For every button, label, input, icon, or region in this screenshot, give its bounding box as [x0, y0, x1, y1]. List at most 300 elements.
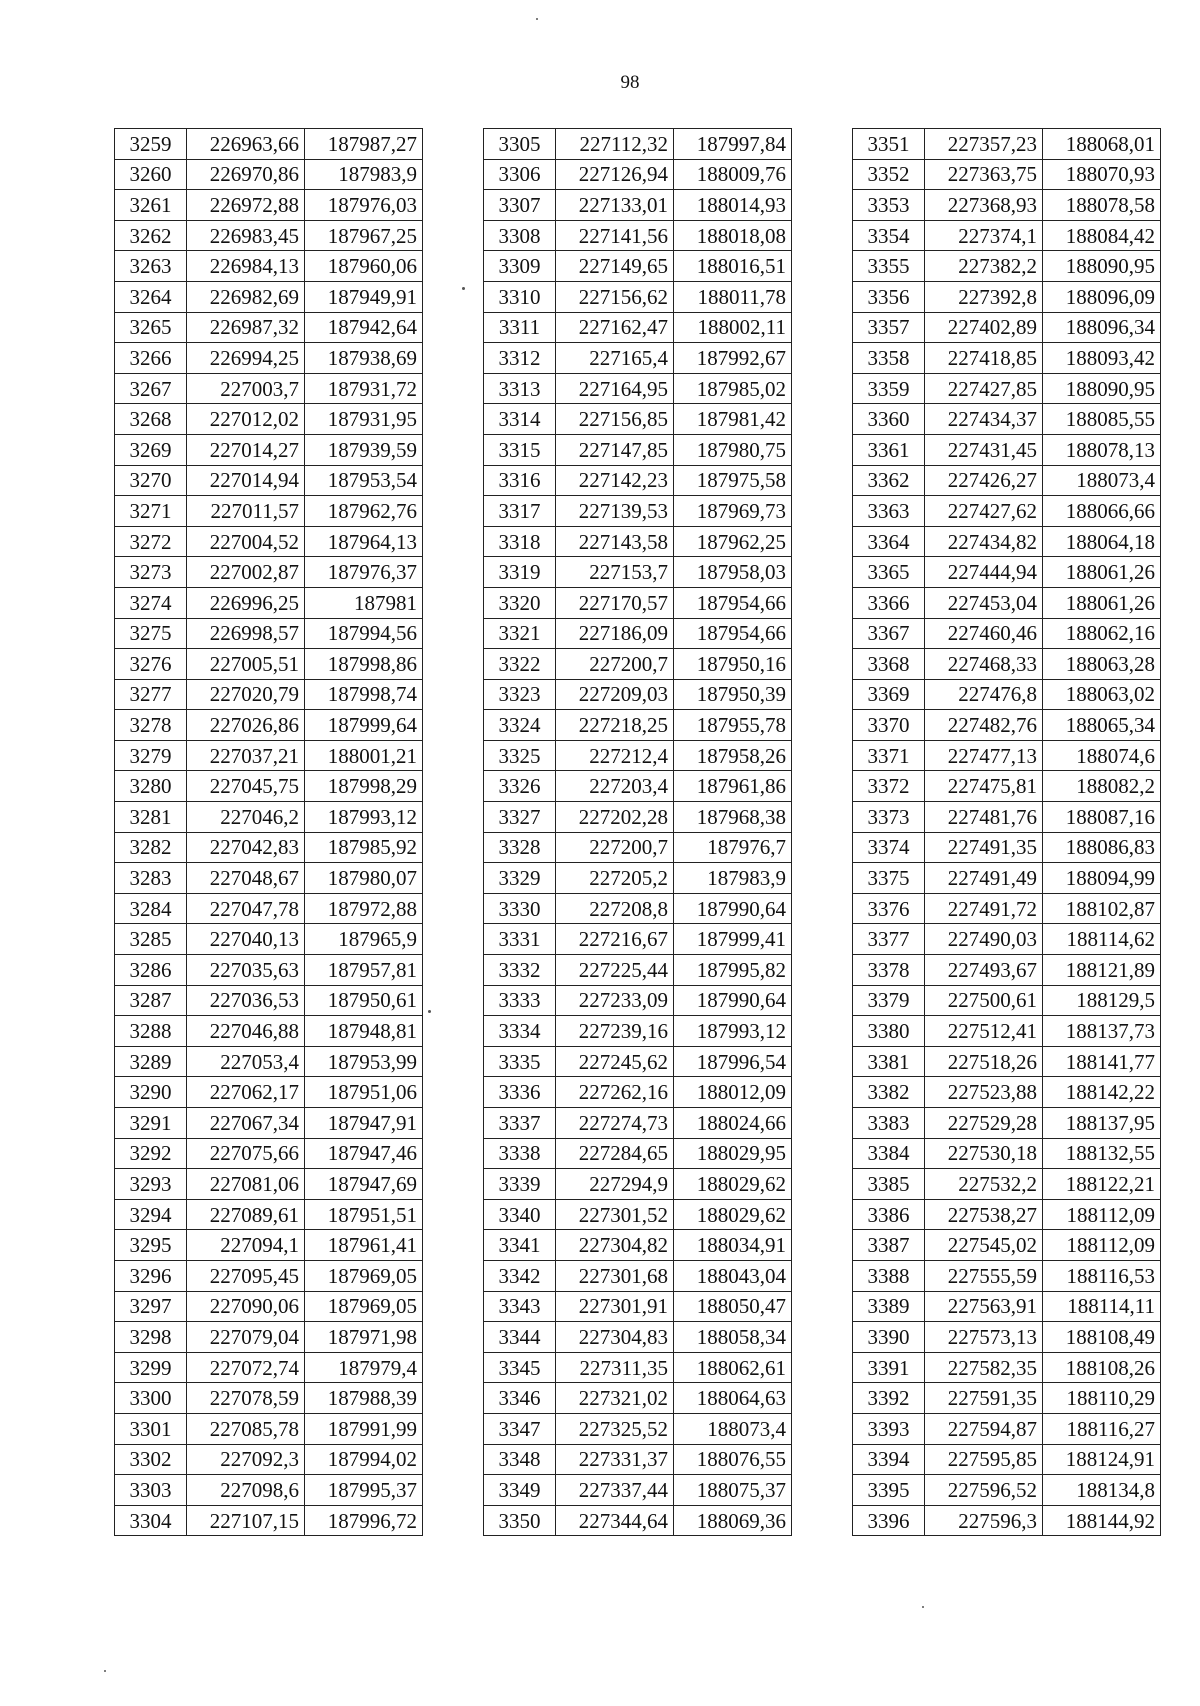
y-coordinate-cell: 188043,04: [674, 1260, 792, 1291]
table-row: [853, 710, 1161, 741]
x-coordinate-cell: 227067,34: [187, 1108, 305, 1139]
point-number-cell: 3333: [484, 985, 556, 1016]
x-coordinate-cell: 227482,76: [925, 710, 1043, 741]
x-coordinate-cell: 227500,61: [925, 985, 1043, 1016]
x-coordinate-cell: 227523,88: [925, 1077, 1043, 1108]
point-number-cell: 3281: [115, 802, 187, 833]
point-number-cell: 3372: [853, 771, 925, 802]
point-number-cell: 3300: [115, 1383, 187, 1414]
y-coordinate-cell: 187993,12: [305, 802, 423, 833]
x-coordinate-cell: 227098,6: [187, 1475, 305, 1506]
y-coordinate-cell: 188112,09: [1043, 1199, 1161, 1230]
y-coordinate-cell: 188024,66: [674, 1108, 792, 1139]
table-row: [115, 1352, 423, 1383]
table-row: [484, 618, 792, 649]
y-coordinate-cell: 188034,91: [674, 1230, 792, 1261]
table-row: [115, 649, 423, 680]
x-coordinate-cell: 227062,17: [187, 1077, 305, 1108]
table-row: [115, 832, 423, 863]
table-row: [853, 1475, 1161, 1506]
point-number-cell: 3303: [115, 1475, 187, 1506]
table-row: [484, 1291, 792, 1322]
y-coordinate-cell: 187983,9: [674, 863, 792, 894]
y-coordinate-cell: 187955,78: [674, 710, 792, 741]
x-coordinate-cell: 227518,26: [925, 1046, 1043, 1077]
table-row: [484, 1077, 792, 1108]
table-row: [853, 159, 1161, 190]
table-row: [484, 1383, 792, 1414]
table-row: [484, 679, 792, 710]
table-row: [853, 1199, 1161, 1230]
table-row: [484, 1444, 792, 1475]
point-number-cell: 3381: [853, 1046, 925, 1077]
point-number-cell: 3270: [115, 465, 187, 496]
y-coordinate-cell: 187931,72: [305, 373, 423, 404]
y-coordinate-cell: 188090,95: [1043, 251, 1161, 282]
point-number-cell: 3287: [115, 985, 187, 1016]
table-row: [853, 587, 1161, 618]
point-number-cell: 3292: [115, 1138, 187, 1169]
point-number-cell: 3304: [115, 1505, 187, 1536]
x-coordinate-cell: 227245,62: [556, 1046, 674, 1077]
y-coordinate-cell: 187950,16: [674, 649, 792, 680]
y-coordinate-cell: 188050,47: [674, 1291, 792, 1322]
y-coordinate-cell: 187947,69: [305, 1169, 423, 1200]
table-row: [853, 129, 1161, 160]
y-coordinate-cell: 187969,73: [674, 496, 792, 527]
y-coordinate-cell: 188096,34: [1043, 312, 1161, 343]
point-number-cell: 3298: [115, 1322, 187, 1353]
table-row: [484, 343, 792, 374]
table-row: [853, 649, 1161, 680]
point-number-cell: 3351: [853, 129, 925, 160]
point-number-cell: 3379: [853, 985, 925, 1016]
point-number-cell: 3360: [853, 404, 925, 435]
table-row: [484, 251, 792, 282]
x-coordinate-cell: 227529,28: [925, 1108, 1043, 1139]
point-number-cell: 3369: [853, 679, 925, 710]
y-coordinate-cell: 187994,56: [305, 618, 423, 649]
table-row: [484, 893, 792, 924]
x-coordinate-cell: 227239,16: [556, 1016, 674, 1047]
table-row: [853, 802, 1161, 833]
table-row: [115, 618, 423, 649]
table-row: [853, 312, 1161, 343]
table-row: [115, 434, 423, 465]
table-row: [853, 1444, 1161, 1475]
point-number-cell: 3267: [115, 373, 187, 404]
table-row: [853, 1291, 1161, 1322]
y-coordinate-cell: 187972,88: [305, 893, 423, 924]
y-coordinate-cell: 188134,8: [1043, 1475, 1161, 1506]
x-coordinate-cell: 227014,94: [187, 465, 305, 496]
table-row: [484, 496, 792, 527]
table-row: [853, 1138, 1161, 1169]
x-coordinate-cell: 227005,51: [187, 649, 305, 680]
x-coordinate-cell: 227233,09: [556, 985, 674, 1016]
x-coordinate-cell: 227203,4: [556, 771, 674, 802]
table-row: [484, 985, 792, 1016]
point-number-cell: 3354: [853, 220, 925, 251]
table-row: [115, 1322, 423, 1353]
x-coordinate-cell: 227212,4: [556, 740, 674, 771]
scan-speck: [428, 1010, 431, 1013]
point-number-cell: 3380: [853, 1016, 925, 1047]
table-row: [115, 1260, 423, 1291]
y-coordinate-cell: 187981,42: [674, 404, 792, 435]
y-coordinate-cell: 187987,27: [305, 129, 423, 160]
y-coordinate-cell: 187938,69: [305, 343, 423, 374]
table-row: [115, 587, 423, 618]
point-number-cell: 3320: [484, 587, 556, 618]
coordinates-table-2: [483, 128, 792, 1536]
table-row: [115, 129, 423, 160]
table-row: [115, 1413, 423, 1444]
y-coordinate-cell: 188073,4: [674, 1413, 792, 1444]
x-coordinate-cell: 227477,13: [925, 740, 1043, 771]
x-coordinate-cell: 226982,69: [187, 281, 305, 312]
x-coordinate-cell: 227003,7: [187, 373, 305, 404]
y-coordinate-cell: 188142,22: [1043, 1077, 1161, 1108]
y-coordinate-cell: 187958,26: [674, 740, 792, 771]
y-coordinate-cell: 188001,21: [305, 740, 423, 771]
point-number-cell: 3391: [853, 1352, 925, 1383]
table-row: [115, 1138, 423, 1169]
table-row: [484, 863, 792, 894]
x-coordinate-cell: 227037,21: [187, 740, 305, 771]
x-coordinate-cell: 227156,62: [556, 281, 674, 312]
point-number-cell: 3341: [484, 1230, 556, 1261]
x-coordinate-cell: 227427,62: [925, 496, 1043, 527]
table-row: [853, 985, 1161, 1016]
y-coordinate-cell: 188102,87: [1043, 893, 1161, 924]
point-number-cell: 3326: [484, 771, 556, 802]
point-number-cell: 3378: [853, 955, 925, 986]
x-coordinate-cell: 226983,45: [187, 220, 305, 251]
y-coordinate-cell: 187992,67: [674, 343, 792, 374]
y-coordinate-cell: 188093,42: [1043, 343, 1161, 374]
point-number-cell: 3370: [853, 710, 925, 741]
x-coordinate-cell: 227434,82: [925, 526, 1043, 557]
y-coordinate-cell: 188087,16: [1043, 802, 1161, 833]
point-number-cell: 3396: [853, 1505, 925, 1536]
x-coordinate-cell: 227035,63: [187, 955, 305, 986]
x-coordinate-cell: 227491,72: [925, 893, 1043, 924]
x-coordinate-cell: 227453,04: [925, 587, 1043, 618]
table-row: [484, 220, 792, 251]
x-coordinate-cell: 227156,85: [556, 404, 674, 435]
point-number-cell: 3337: [484, 1108, 556, 1139]
y-coordinate-cell: 187949,91: [305, 281, 423, 312]
table-row: [115, 404, 423, 435]
point-number-cell: 3346: [484, 1383, 556, 1414]
table-row: [853, 679, 1161, 710]
point-number-cell: 3291: [115, 1108, 187, 1139]
y-coordinate-cell: 188129,5: [1043, 985, 1161, 1016]
x-coordinate-cell: 227392,8: [925, 281, 1043, 312]
point-number-cell: 3395: [853, 1475, 925, 1506]
x-coordinate-cell: 227153,7: [556, 557, 674, 588]
y-coordinate-cell: 187976,37: [305, 557, 423, 588]
y-coordinate-cell: 188094,99: [1043, 863, 1161, 894]
point-number-cell: 3345: [484, 1352, 556, 1383]
x-coordinate-cell: 227582,35: [925, 1352, 1043, 1383]
y-coordinate-cell: 187968,38: [674, 802, 792, 833]
x-coordinate-cell: 227002,87: [187, 557, 305, 588]
x-coordinate-cell: 227225,44: [556, 955, 674, 986]
table-row: [484, 1108, 792, 1139]
point-number-cell: 3377: [853, 924, 925, 955]
table-row: [484, 771, 792, 802]
point-number-cell: 3356: [853, 281, 925, 312]
x-coordinate-cell: 227357,23: [925, 129, 1043, 160]
y-coordinate-cell: 188141,77: [1043, 1046, 1161, 1077]
point-number-cell: 3296: [115, 1260, 187, 1291]
x-coordinate-cell: 227142,23: [556, 465, 674, 496]
table-row: [853, 557, 1161, 588]
y-coordinate-cell: 187942,64: [305, 312, 423, 343]
point-number-cell: 3347: [484, 1413, 556, 1444]
x-coordinate-cell: 227170,57: [556, 587, 674, 618]
x-coordinate-cell: 227402,89: [925, 312, 1043, 343]
point-number-cell: 3301: [115, 1413, 187, 1444]
y-coordinate-cell: 188064,18: [1043, 526, 1161, 557]
table-row: [115, 1016, 423, 1047]
y-coordinate-cell: 188116,27: [1043, 1413, 1161, 1444]
point-number-cell: 3308: [484, 220, 556, 251]
y-coordinate-cell: 188096,09: [1043, 281, 1161, 312]
y-coordinate-cell: 188137,95: [1043, 1108, 1161, 1139]
y-coordinate-cell: 188144,92: [1043, 1505, 1161, 1536]
x-coordinate-cell: 227476,8: [925, 679, 1043, 710]
y-coordinate-cell: 187964,13: [305, 526, 423, 557]
y-coordinate-cell: 188082,2: [1043, 771, 1161, 802]
table-row: [484, 526, 792, 557]
table-row: [115, 740, 423, 771]
x-coordinate-cell: 227301,52: [556, 1199, 674, 1230]
y-coordinate-cell: 187954,66: [674, 587, 792, 618]
table-row: [853, 251, 1161, 282]
x-coordinate-cell: 227200,7: [556, 832, 674, 863]
x-coordinate-cell: 227304,83: [556, 1322, 674, 1353]
table-row: [484, 557, 792, 588]
table-row: [484, 434, 792, 465]
table-row: [853, 1413, 1161, 1444]
y-coordinate-cell: 187939,59: [305, 434, 423, 465]
point-number-cell: 3364: [853, 526, 925, 557]
x-coordinate-cell: 227164,95: [556, 373, 674, 404]
x-coordinate-cell: 227468,33: [925, 649, 1043, 680]
table-row: [115, 159, 423, 190]
x-coordinate-cell: 227126,94: [556, 159, 674, 190]
y-coordinate-cell: 187953,54: [305, 465, 423, 496]
y-coordinate-cell: 187981: [305, 587, 423, 618]
table-row: [853, 1108, 1161, 1139]
y-coordinate-cell: 187976,03: [305, 190, 423, 221]
point-number-cell: 3284: [115, 893, 187, 924]
x-coordinate-cell: 227434,37: [925, 404, 1043, 435]
point-number-cell: 3393: [853, 1413, 925, 1444]
y-coordinate-cell: 187971,98: [305, 1322, 423, 1353]
table-row: [115, 190, 423, 221]
x-coordinate-cell: 227382,2: [925, 251, 1043, 282]
point-number-cell: 3365: [853, 557, 925, 588]
point-number-cell: 3295: [115, 1230, 187, 1261]
x-coordinate-cell: 227149,65: [556, 251, 674, 282]
x-coordinate-cell: 227418,85: [925, 343, 1043, 374]
x-coordinate-cell: 227368,93: [925, 190, 1043, 221]
x-coordinate-cell: 227431,45: [925, 434, 1043, 465]
x-coordinate-cell: 227046,2: [187, 802, 305, 833]
y-coordinate-cell: 187991,99: [305, 1413, 423, 1444]
y-coordinate-cell: 188011,78: [674, 281, 792, 312]
x-coordinate-cell: 227493,67: [925, 955, 1043, 986]
table-row: [484, 465, 792, 496]
y-coordinate-cell: 187995,37: [305, 1475, 423, 1506]
point-number-cell: 3389: [853, 1291, 925, 1322]
y-coordinate-cell: 188076,55: [674, 1444, 792, 1475]
table-row: [115, 496, 423, 527]
point-number-cell: 3259: [115, 129, 187, 160]
point-number-cell: 3294: [115, 1199, 187, 1230]
y-coordinate-cell: 187931,95: [305, 404, 423, 435]
table-row: [115, 1444, 423, 1475]
x-coordinate-cell: 227374,1: [925, 220, 1043, 251]
y-coordinate-cell: 188075,37: [674, 1475, 792, 1506]
point-number-cell: 3376: [853, 893, 925, 924]
table-row: [853, 1383, 1161, 1414]
y-coordinate-cell: 188084,42: [1043, 220, 1161, 251]
point-number-cell: 3325: [484, 740, 556, 771]
x-coordinate-cell: 227047,78: [187, 893, 305, 924]
x-coordinate-cell: 227594,87: [925, 1413, 1043, 1444]
point-number-cell: 3352: [853, 159, 925, 190]
point-number-cell: 3314: [484, 404, 556, 435]
point-number-cell: 3336: [484, 1077, 556, 1108]
table-row: [484, 1169, 792, 1200]
x-coordinate-cell: 227301,68: [556, 1260, 674, 1291]
table-row: [115, 1230, 423, 1261]
x-coordinate-cell: 227209,03: [556, 679, 674, 710]
y-coordinate-cell: 187951,51: [305, 1199, 423, 1230]
point-number-cell: 3266: [115, 343, 187, 374]
point-number-cell: 3265: [115, 312, 187, 343]
y-coordinate-cell: 187995,82: [674, 955, 792, 986]
y-coordinate-cell: 187960,06: [305, 251, 423, 282]
point-number-cell: 3331: [484, 924, 556, 955]
point-number-cell: 3371: [853, 740, 925, 771]
point-number-cell: 3260: [115, 159, 187, 190]
point-number-cell: 3361: [853, 434, 925, 465]
point-number-cell: 3335: [484, 1046, 556, 1077]
point-number-cell: 3328: [484, 832, 556, 863]
scan-speck: [922, 1606, 924, 1608]
point-number-cell: 3373: [853, 802, 925, 833]
point-number-cell: 3263: [115, 251, 187, 282]
point-number-cell: 3268: [115, 404, 187, 435]
table-row: [484, 1322, 792, 1353]
point-number-cell: 3357: [853, 312, 925, 343]
point-number-cell: 3318: [484, 526, 556, 557]
point-number-cell: 3332: [484, 955, 556, 986]
x-coordinate-cell: 227512,41: [925, 1016, 1043, 1047]
point-number-cell: 3321: [484, 618, 556, 649]
point-number-cell: 3355: [853, 251, 925, 282]
x-coordinate-cell: 227427,85: [925, 373, 1043, 404]
table-row: [484, 1230, 792, 1261]
table-row: [853, 1322, 1161, 1353]
y-coordinate-cell: 188064,63: [674, 1383, 792, 1414]
y-coordinate-cell: 187996,54: [674, 1046, 792, 1077]
table-row: [853, 771, 1161, 802]
y-coordinate-cell: 188018,08: [674, 220, 792, 251]
x-coordinate-cell: 227596,52: [925, 1475, 1043, 1506]
x-coordinate-cell: 227294,9: [556, 1169, 674, 1200]
x-coordinate-cell: 227301,91: [556, 1291, 674, 1322]
table-row: [853, 496, 1161, 527]
table-row: [853, 618, 1161, 649]
x-coordinate-cell: 226996,25: [187, 587, 305, 618]
x-coordinate-cell: 227026,86: [187, 710, 305, 741]
y-coordinate-cell: 188029,62: [674, 1199, 792, 1230]
x-coordinate-cell: 227042,83: [187, 832, 305, 863]
point-number-cell: 3306: [484, 159, 556, 190]
y-coordinate-cell: 187962,25: [674, 526, 792, 557]
x-coordinate-cell: 227072,74: [187, 1352, 305, 1383]
x-coordinate-cell: 226994,25: [187, 343, 305, 374]
y-coordinate-cell: 188029,95: [674, 1138, 792, 1169]
table-row: [853, 1260, 1161, 1291]
y-coordinate-cell: 188121,89: [1043, 955, 1161, 986]
x-coordinate-cell: 227046,88: [187, 1016, 305, 1047]
table-row: [115, 710, 423, 741]
table-row: [115, 1046, 423, 1077]
point-number-cell: 3310: [484, 281, 556, 312]
table-row: [484, 649, 792, 680]
y-coordinate-cell: 188068,01: [1043, 129, 1161, 160]
y-coordinate-cell: 187961,86: [674, 771, 792, 802]
y-coordinate-cell: 188063,28: [1043, 649, 1161, 680]
x-coordinate-cell: 227573,13: [925, 1322, 1043, 1353]
x-coordinate-cell: 227596,3: [925, 1505, 1043, 1536]
y-coordinate-cell: 188110,29: [1043, 1383, 1161, 1414]
x-coordinate-cell: 227321,02: [556, 1383, 674, 1414]
y-coordinate-cell: 187988,39: [305, 1383, 423, 1414]
y-coordinate-cell: 188062,61: [674, 1352, 792, 1383]
point-number-cell: 3366: [853, 587, 925, 618]
point-number-cell: 3302: [115, 1444, 187, 1475]
point-number-cell: 3339: [484, 1169, 556, 1200]
table-row: [853, 1077, 1161, 1108]
point-number-cell: 3288: [115, 1016, 187, 1047]
table-row: [484, 1199, 792, 1230]
y-coordinate-cell: 188012,09: [674, 1077, 792, 1108]
x-coordinate-cell: 227011,57: [187, 496, 305, 527]
table-row: [115, 802, 423, 833]
point-number-cell: 3362: [853, 465, 925, 496]
y-coordinate-cell: 187998,86: [305, 649, 423, 680]
x-coordinate-cell: 227545,02: [925, 1230, 1043, 1261]
table-row: [484, 1475, 792, 1506]
table-row: [115, 863, 423, 894]
y-coordinate-cell: 187957,81: [305, 955, 423, 986]
point-number-cell: 3388: [853, 1260, 925, 1291]
x-coordinate-cell: 227147,85: [556, 434, 674, 465]
x-coordinate-cell: 227165,4: [556, 343, 674, 374]
x-coordinate-cell: 226998,57: [187, 618, 305, 649]
point-number-cell: 3374: [853, 832, 925, 863]
point-number-cell: 3359: [853, 373, 925, 404]
